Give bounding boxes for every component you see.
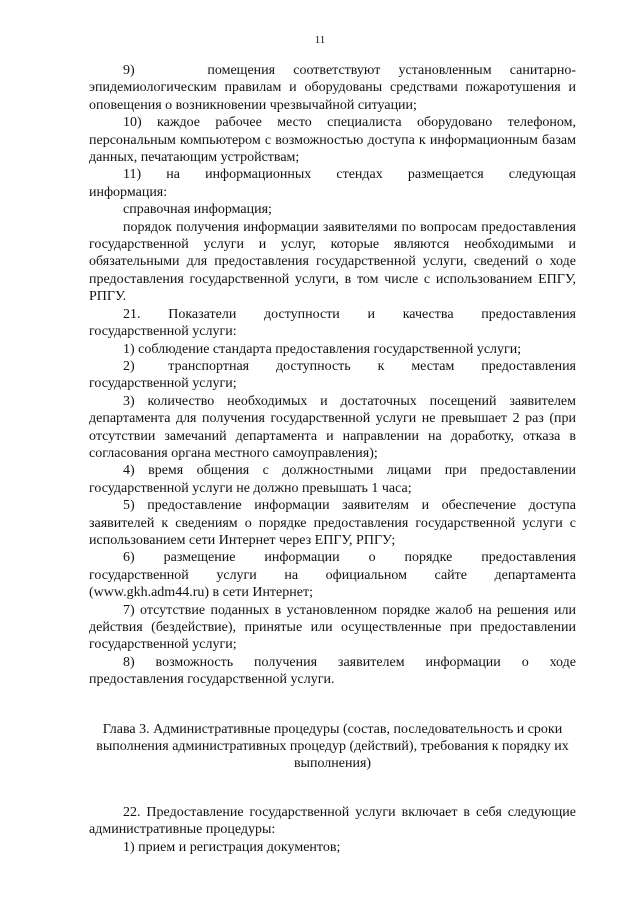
paragraph-21-item-3: 3) количество необходимых и достаточных посещений заявителем департамента для получения государственной услуги не превышает 2 раз (при отсутствии замечаний департамента и направлении на доработку, отказа в согласования органа местного самоуправления);: [89, 393, 576, 461]
chapter-heading: Глава 3. Административные процедуры (состав, последовательность и сроки выполнения административных процедур (действий), требования к порядку их выполнения): [96, 721, 569, 772]
document-body: [89, 62, 576, 856]
page-number: 11: [314, 34, 326, 46]
paragraph-22-heading: 22. Предоставление государственной услуги включает в себя следующие административные процедуры:: [89, 804, 576, 838]
paragraph-item-10: 10) каждое рабочее место специалиста оборудовано телефоном, персональным компьютером с возможностью доступа к информационным базам данных, печатающим устройствам;: [89, 115, 576, 166]
paragraph-item-9: 9) помещения соответствуют установленным санитарно-эпидемиологическим правилам и оборудованы средствами пожаротушения и оповещения о возникновении чрезвычайной ситуации;: [89, 63, 576, 113]
paragraph-21-heading: 21. Показатели доступности и качества предоставления государственной услуги:: [89, 306, 576, 340]
paragraph-21-item-8: 8) возможность получения заявителем информации о ходе предоставления государственной услуги.: [89, 654, 576, 688]
paragraph-reference-info: справочная информация;: [123, 202, 272, 218]
paragraph-21-item-6: 6) размещение информации о порядке предоставления государственной услуги на официальном сайте департамента (www.gkh.adm44.ru) в сети Интернет;: [89, 550, 576, 601]
paragraph-item-11: 11) на информационных стендах размещается следующая информация:: [89, 167, 576, 200]
paragraph-21-item-1: 1) соблюдение стандарта предоставления государственной услуги;: [123, 341, 522, 357]
paragraph-22-item-1: 1) прием и регистрация документов;: [123, 839, 341, 855]
paragraph-info-procedure: порядок получения информации заявителями по вопросам предоставления государственной услуги и услуг, которые являются необходимыми и обязательными для предоставления государственной услуги, сведений о ходе предоставления государственной услуги, в том числе с использованием ЕПГУ, РПГУ.: [89, 219, 576, 305]
paragraph-21-item-7: 7) отсутствие поданных в установленном порядке жалоб на решения или действия (бездействие), принятые или осуществленные при предоставлении государственной услуги;: [89, 602, 576, 653]
paragraph-21-item-2: 2) транспортная доступность к местам предоставления государственной услуги;: [89, 358, 576, 392]
paragraph-21-item-4: 4) время общения с должностными лицами при предоставлении государственной услуги не должно превышать 1 часа;: [89, 463, 576, 496]
paragraph-21-item-5: 5) предоставление информации заявителям и обеспечение доступа заявителей к сведениям о порядке предоставления государственной услуги с использованием сети Интернет через ЕПГУ, РПГУ;: [89, 498, 576, 548]
